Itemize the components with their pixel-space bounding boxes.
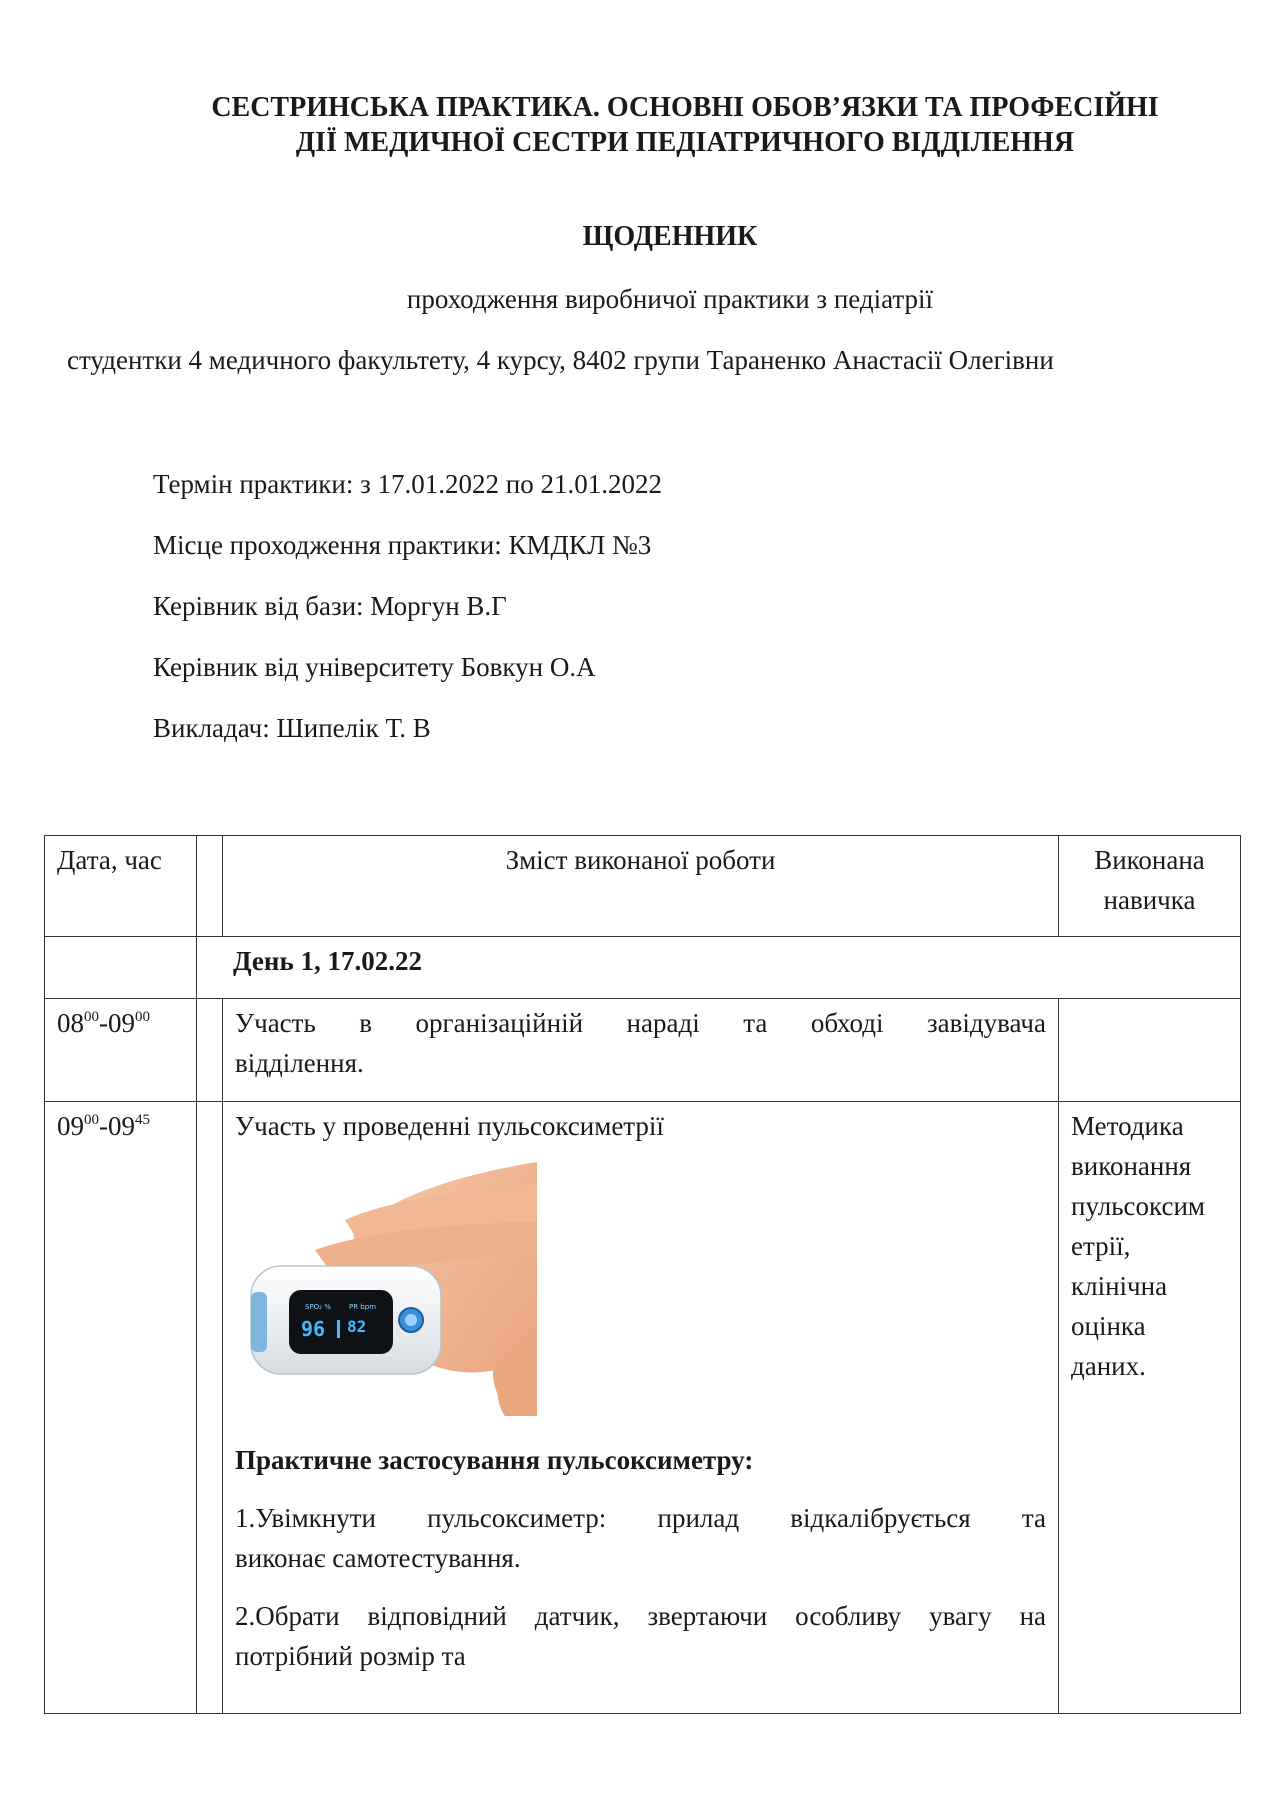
header-gap-cell: [197, 836, 223, 937]
pulse-oximeter-image: [245, 1162, 537, 1416]
thumb: [493, 1357, 537, 1416]
row-1-work-line-2: відділення.: [235, 1048, 364, 1078]
row-2-skill: Методика виконання пульсоксим етрії, клінічна оцінка даних.: [1071, 1111, 1205, 1381]
document-title: [150, 90, 1220, 160]
header-skill: [1059, 836, 1240, 930]
practice-term: Термін практики: з 17.01.2022 по 21.01.2022: [153, 469, 662, 499]
row-1-time-cell: [45, 999, 197, 1102]
header-work: Зміст виконаної роботи: [505, 845, 776, 875]
header-date: Дата, час: [57, 845, 162, 875]
day-label: День 1, 17.02.22: [233, 946, 422, 976]
row-2-gap: [197, 1102, 223, 1714]
pulse-oximeter-illustration: [245, 1162, 537, 1416]
day-row: [45, 937, 1241, 999]
diary-subtitle: проходження виробничої практики з педіатрії: [406, 284, 934, 314]
practice-place: Місце проходження практики: КМДКЛ №3: [153, 530, 652, 560]
table-row: [45, 1102, 1241, 1714]
header-skill-cell: [1059, 836, 1241, 937]
step-1: [235, 1498, 1046, 1578]
row-2-work: [223, 1102, 1058, 1704]
university-supervisor: Керівник від університету Бовкун О.А: [153, 652, 596, 682]
step-1-line-1: 1.Увімкнути пульсоксиметр: прилад відкалібрується та: [235, 1503, 1046, 1533]
pr-value: 82: [347, 1317, 367, 1336]
row-2-skill-cell: [1059, 1102, 1241, 1714]
student-line: студентки 4 медичного факультету, 4 курсу, 8402 групи Тараненко Анастасії Олегівни: [67, 345, 1054, 375]
row-2-time-cell: [45, 1102, 197, 1714]
row-2-time: $09^{00}-09^{45}$: [57, 1111, 150, 1141]
header-work-cell: [223, 836, 1059, 937]
row-1-skill-cell: [1059, 999, 1241, 1102]
diary-heading: ЩОДЕННИК: [582, 221, 758, 252]
title-line-1: СЕСТРИНСЬКА ПРАКТИКА. ОСНОВНІ ОБОВ’ЯЗКИ ТА ПРОФЕСІЙНІ: [211, 92, 1159, 123]
oximeter-blue-band: [251, 1292, 267, 1352]
spo2-label: SPO₂ %: [305, 1303, 331, 1311]
step-2-line-2: потрібний розмір та: [235, 1641, 466, 1671]
row-1-work-cell: [223, 999, 1059, 1102]
day-empty-cell: [45, 937, 197, 999]
step-2: [235, 1596, 1046, 1676]
row-1-time: $08^{00}-09^{00}$: [57, 1008, 150, 1038]
teacher: Викладач: Шипелік Т. В: [153, 713, 431, 743]
day-cell: [197, 937, 1241, 999]
row-1-gap: [197, 999, 223, 1102]
row-1-work: [223, 999, 1058, 1093]
table-row: [45, 999, 1241, 1102]
pulse-bar: [337, 1320, 340, 1338]
header-date-cell: [45, 836, 197, 937]
title-line-2: ДІЇ МЕДИЧНОЇ СЕСТРИ ПЕДІАТРИЧНОГО ВІДДІЛЕННЯ: [295, 127, 1075, 158]
header-skill-line-2: навичка: [1103, 885, 1196, 915]
practice-log-table: [44, 835, 1241, 1714]
row-1-skill: [1059, 999, 1240, 1013]
base-supervisor: Керівник від бази: Моргун В.Г: [153, 591, 507, 621]
step-2-line-1: 2.Обрати відповідний датчик, звертаючи особливу увагу на: [235, 1601, 1046, 1631]
step-1-line-2: виконає самотестування.: [235, 1543, 521, 1573]
header-skill-line-1: Виконана: [1094, 845, 1205, 875]
row-2-work-title: Участь у проведенні пульсоксиметрії: [235, 1111, 664, 1141]
pr-label: PR bpm: [349, 1303, 377, 1311]
table-header-row: [45, 836, 1241, 937]
row-1-work-line-1: Участь в організаційній нараді та обході завідувача: [235, 1008, 1046, 1038]
section-heading: Практичне застосування пульсоксиметру:: [235, 1445, 754, 1475]
spo2-value: 96: [301, 1317, 326, 1341]
row-2-work-cell: [223, 1102, 1059, 1714]
